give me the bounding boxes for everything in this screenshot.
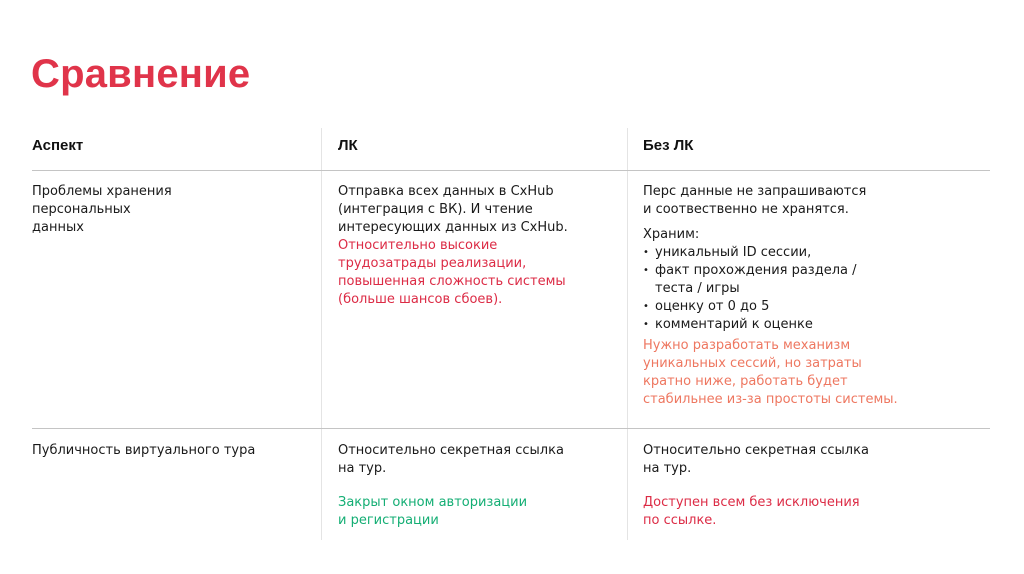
list-item: • оценку от 0 до 5	[643, 298, 898, 316]
row1-no-lk-note: Нужно разработать механизм уникальных сессий, но затраты кратно ниже, работать будет стабильнее из-за простоты системы.	[643, 338, 898, 407]
row1-lk-note: Относительно высокие трудозатрады реализации, повышенная сложность системы (больше шансов сбоев).	[338, 238, 566, 307]
stored-data-title: Храним:	[643, 227, 700, 242]
row1-lk: Отправка всех данных в CxHub (интеграция с ВК). И чтение интересующих данных из CxHub. Относительно высокие трудозатрады реализации, повышенная сложность системы (больше шансов сбоев).	[338, 184, 568, 307]
row1-no-lk: Перс данные не запрашиваются и соотвественно не хранятся. Храним: • уникальный ID сессии, • факт прохождения раздела / теста / игры • оценку от 0 до 5 • комментарий к оценке Нужно разработать механизм уникальных сессий, но затраты кратно ниже, работать будет стабильнее из-за простоты системы.	[643, 183, 898, 409]
row-divider	[32, 428, 990, 429]
header-no-lk: Без ЛК	[643, 137, 694, 154]
stored-data-list	[643, 244, 898, 334]
column-divider-1	[321, 128, 322, 540]
header-lk: ЛК	[338, 137, 358, 154]
row2-lk-note: Закрыт окном авторизации и регистрации	[338, 495, 528, 528]
row2-aspect: Публичность виртуального тура	[32, 443, 256, 458]
stored-data-list-block	[643, 226, 898, 334]
column-divider-2	[627, 128, 628, 540]
row2-no-lk: Относительно секретная ссылка на тур. Доступен всем без исключения по ссылке.	[643, 443, 869, 528]
row1-aspect: Проблемы хранения персональных данных	[32, 184, 172, 235]
header-aspect: Аспект	[32, 137, 84, 154]
row2-lk: Относительно секретная ссылка на тур. Закрыт окном авторизации и регистрации	[338, 443, 564, 528]
page-title: Сравнение	[31, 52, 251, 96]
list-item: • уникальный ID сессии,	[643, 244, 898, 262]
header-divider	[32, 170, 990, 171]
row2-no-lk-note: Доступен всем без исключения по ссылке.	[643, 495, 860, 528]
list-item: • факт прохождения раздела / теста / игры	[643, 262, 898, 298]
list-item: • комментарий к оценке	[643, 316, 898, 334]
